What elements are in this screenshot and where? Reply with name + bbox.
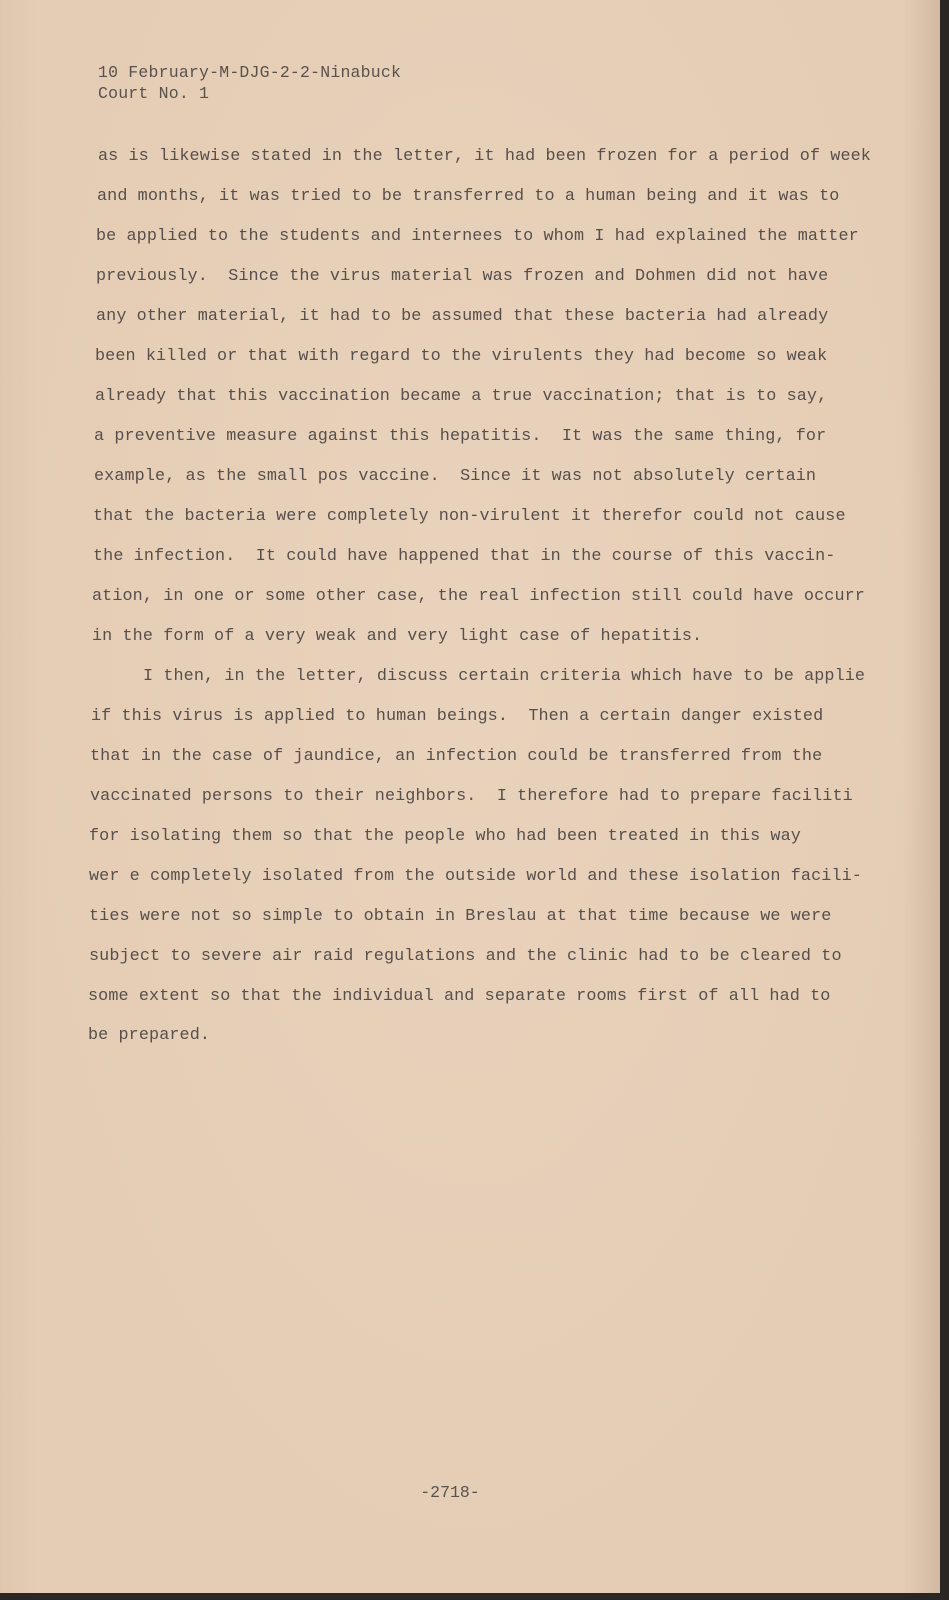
text-line: previously. Since the virus material was frozen and Dohmen did not have xyxy=(96,267,829,286)
text-line: been killed or that with regard to the virulents they had become so weak xyxy=(95,347,828,366)
text-line: example, as the small pos vaccine. Since it was not absolutely certain xyxy=(94,467,817,486)
text-line: and months, it was tried to be transferred to a human being and it was to xyxy=(97,187,840,206)
text-line: for isolating them so that the people who had been treated in this way xyxy=(89,827,801,846)
text-line: if this virus is applied to human beings. Then a certain danger existed xyxy=(91,707,824,726)
text-line: in the form of a very weak and very light case of hepatitis. xyxy=(92,627,703,646)
text-line: that in the case of jaundice, an infection could be transferred from the xyxy=(90,747,823,766)
text-line: subject to severe air raid regulations and the clinic had to be cleared to xyxy=(89,947,842,966)
text-line: that the bacteria were completely non-virulent it therefor could not cause xyxy=(93,507,846,526)
text-line: a preventive measure against this hepatitis. It was the same thing, for xyxy=(94,427,827,446)
text-line: wer e completely isolated from the outside world and these isolation facili- xyxy=(89,867,862,886)
text-line: be applied to the students and internees to whom I had explained the matter xyxy=(96,227,859,246)
paragraph-start-line: I then, in the letter, discuss certain criteria which have to be applie xyxy=(143,667,866,686)
text-line: already that this vaccination became a true vaccination; that is to say, xyxy=(95,387,828,406)
text-line: ation, in one or some other case, the real infection still could have occurr xyxy=(92,587,865,606)
scan-border xyxy=(940,0,949,1600)
text-line: the infection. It could have happened that in the course of this vaccin- xyxy=(93,547,836,566)
header-court: Court No. 1 xyxy=(98,84,210,103)
text-line: ties were not so simple to obtain in Breslau at that time because we were xyxy=(89,907,832,926)
page-number: -2718- xyxy=(420,1483,480,1502)
text-line: some extent so that the individual and separate rooms first of all had to xyxy=(88,987,831,1006)
text-line: as is likewise stated in the letter, it had been frozen for a period of week xyxy=(98,147,871,166)
text-line: vaccinated persons to their neighbors. I therefore had to prepare faciliti xyxy=(90,787,853,806)
header-reference: 10 February-M-DJG-2-2-Ninabuck xyxy=(98,63,402,82)
text-line: any other material, it had to be assumed that these bacteria had already xyxy=(96,307,829,326)
text-line: be prepared. xyxy=(88,1026,211,1045)
